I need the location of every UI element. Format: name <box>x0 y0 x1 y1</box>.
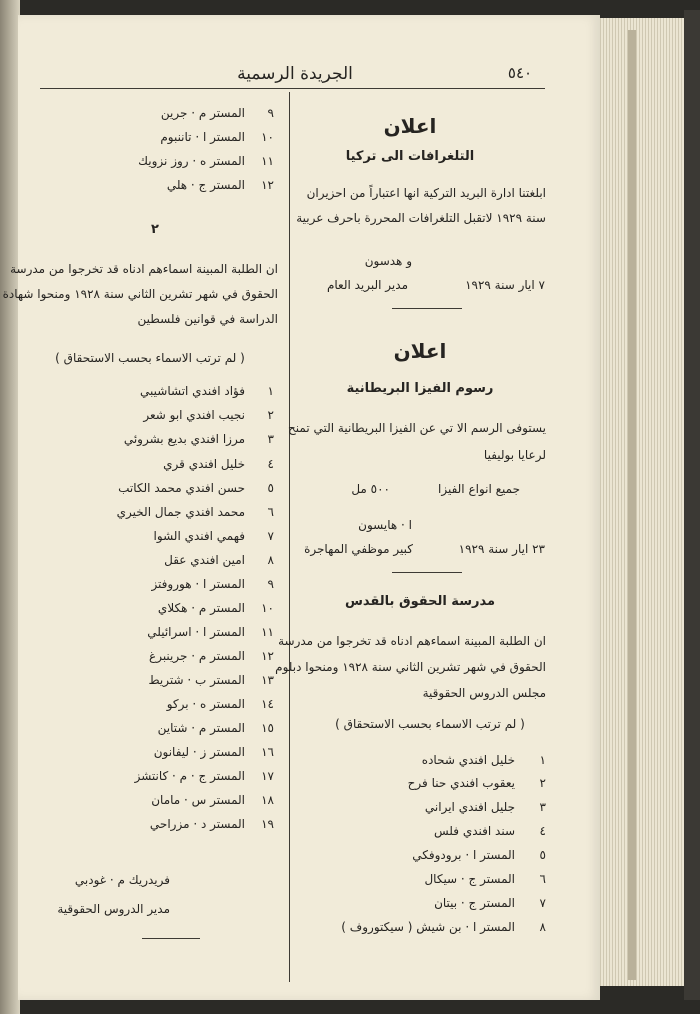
list-item-number: ٧ <box>539 896 546 910</box>
fee-value: ٥٠٠ مل <box>351 482 390 496</box>
list-item-name: المستر ب · شتريط <box>148 673 245 687</box>
list-item-number: ١٦ <box>261 745 274 759</box>
notice-body-line: مجلس الدروس الحقوقية <box>422 686 546 700</box>
page-edges <box>598 18 684 986</box>
notice-date: ٧ ايار سنة ١٩٢٩ <box>465 278 545 292</box>
section-rule <box>142 938 200 939</box>
list-item-name: المستر ه · بركو <box>166 697 245 711</box>
signer-title: كبير موظفي المهاجرة <box>304 542 413 556</box>
list-item-number: ١٢ <box>261 649 274 663</box>
list-item-number: ١٧ <box>261 769 274 783</box>
list-item-name: جليل افندي ايراني <box>424 800 515 814</box>
column-divider <box>289 92 290 982</box>
page-edges-band <box>628 30 636 980</box>
list-item-number: ٤ <box>539 824 546 838</box>
list-item-number: ٤ <box>267 457 274 471</box>
notice-heading: مدرسة الحقوق بالقدس <box>344 594 496 609</box>
list-item-name: المستر ا · هوروفتز <box>151 577 245 591</box>
signer-title: مدير الدروس الحقوقية <box>57 902 170 916</box>
list-item-number: ٩ <box>267 106 274 120</box>
list-item-number: ٦ <box>267 505 274 519</box>
list-item-number: ١٣ <box>261 673 274 687</box>
list-item-name: فؤاد افندي اتشاشيبي <box>140 384 245 398</box>
list-item-number: ٥ <box>539 848 546 862</box>
list-item-number: ١٩ <box>261 817 274 831</box>
list-item-name: المستر م · جرين <box>160 106 245 120</box>
list-item-name: المستر ا · اسرائيلي <box>147 625 245 639</box>
list-item-name: المستر ا · بن شيش ( سيكتوروف ) <box>341 920 515 934</box>
list-item-number: ١١ <box>261 154 274 168</box>
list-item-name: محمد افندي جمال الخيري <box>116 505 245 519</box>
notice-body-line: يستوفى الرسم الا تي عن الفيزا البريطانية التي تمنح <box>288 421 546 435</box>
list-item-name: يعقوب افندي حنا فرح <box>407 776 515 790</box>
intro-line: الحقوق في شهر تشرين الثاني سنة ١٩٢٨ ومنحوا شهادة <box>2 287 278 301</box>
list-item-name: امين افندي عقل <box>164 553 245 567</box>
list-item-name: خليل افندي قري <box>163 457 245 471</box>
fee-label: جميع انواع الفيزا <box>438 482 520 496</box>
signer-title: مدير البريد العام <box>326 278 408 292</box>
list-item-name: مرزا افندي بديع بشروئي <box>123 432 245 446</box>
list-item-name: المستر ز · ليفانون <box>153 745 245 759</box>
list-item-number: ٢ <box>267 408 274 422</box>
list-item-number: ٢ <box>539 776 546 790</box>
signer-name: ا · هايسون <box>358 518 412 532</box>
page-number: ٥٤٠ <box>507 64 533 82</box>
signer-name: فريدريك م · غودبي <box>74 873 170 887</box>
notice-body-line: سنة ١٩٢٩ لاتقبل التلغرافات المحررة باحرف عربية <box>296 211 546 225</box>
list-item-name: المستر ه · روز نزويك <box>138 154 245 168</box>
signer-name: و هدسون <box>364 254 412 268</box>
list-item-name: نجيب افندي ابو شعر <box>143 408 245 422</box>
order-note: ( لم ترتب الاسماء بحسب الاستحقاق ) <box>55 351 245 365</box>
list-item-name: فهمي افندي الشوا <box>153 529 245 543</box>
list-item-number: ٧ <box>267 529 274 543</box>
notice-subheading: رسوم الفيزا البريطانية <box>346 381 494 396</box>
list-item-number: ١٢ <box>261 178 274 192</box>
list-item-number: ٦ <box>539 872 546 886</box>
list-item-name: المستر م · جرينبرغ <box>149 649 245 663</box>
list-item-name: المستر ج · م · كانتشز <box>134 769 245 783</box>
notice-body-line: ابلغتنا ادارة البريد التركية انها اعتباراً من احزيران <box>306 186 546 200</box>
list-item-name: المستر ج · هلي <box>166 178 245 192</box>
section-number: ٢ <box>151 222 159 237</box>
list-item-number: ٨ <box>539 920 546 934</box>
header-rule <box>40 88 545 89</box>
notice-body-line: الحقوق في شهر تشرين الثاني سنة ١٩٢٨ ومنحوا دبلوم <box>275 660 546 674</box>
list-item-name: سند افندي فلس <box>434 824 515 838</box>
list-item-number: ١ <box>539 753 546 767</box>
list-item-name: المستر م · شتاين <box>157 721 245 735</box>
notice-heading: اعلان <box>383 114 437 138</box>
section-rule <box>392 308 462 309</box>
list-item-number: ٨ <box>267 553 274 567</box>
list-item-name: المستر ا · برودوفكي <box>412 848 515 862</box>
list-item-name: المستر ج · سيكال <box>424 872 515 886</box>
intro-line: ان الطلبة المبينة اسماءهم ادناه قد تخرجوا من مدرسة <box>10 262 278 276</box>
list-item-number: ١ <box>267 384 274 398</box>
notice-date: ٢٣ ايار سنة ١٩٢٩ <box>458 542 545 556</box>
book-cover-edge <box>684 10 700 1000</box>
list-item-name: خليل افندي شحاده <box>421 753 515 767</box>
list-item-number: ١٤ <box>261 697 274 711</box>
list-item-name: المستر ا · تاننبوم <box>160 130 245 144</box>
order-note: ( لم ترتب الاسماء بحسب الاستحقاق ) <box>335 717 525 731</box>
book-gutter <box>0 0 20 1014</box>
list-item-number: ١٠ <box>261 130 274 144</box>
list-item-number: ٣ <box>539 800 546 814</box>
list-item-number: ٣ <box>267 432 274 446</box>
list-item-number: ١٨ <box>261 793 274 807</box>
section-rule <box>392 572 462 573</box>
notice-heading: اعلان <box>393 339 447 363</box>
list-item-number: ١٠ <box>261 601 274 615</box>
list-item-number: ١٥ <box>261 721 274 735</box>
notice-subheading: التلغرافات الى تركيا <box>345 149 475 164</box>
notice-body-line: ان الطلبة المبينة اسماءهم ادناه قد تخرجوا من مدرسة <box>278 634 546 648</box>
list-item-name: حسن افندي محمد الكاتب <box>118 481 245 495</box>
list-item-name: المستر د · مزراحي <box>149 817 245 831</box>
list-item-number: ٩ <box>267 577 274 591</box>
journal-title: الجريدة الرسمية <box>237 64 353 84</box>
list-item-number: ٥ <box>267 481 274 495</box>
list-item-name: المستر س · مامان <box>151 793 245 807</box>
intro-line: الدراسة في قوانين فلسطين <box>137 312 278 326</box>
notice-body-line: لرعايا بوليفيا <box>483 448 546 462</box>
list-item-number: ١١ <box>261 625 274 639</box>
list-item-name: المستر ج · بيتان <box>434 896 515 910</box>
list-item-name: المستر م · هكلاي <box>157 601 245 615</box>
